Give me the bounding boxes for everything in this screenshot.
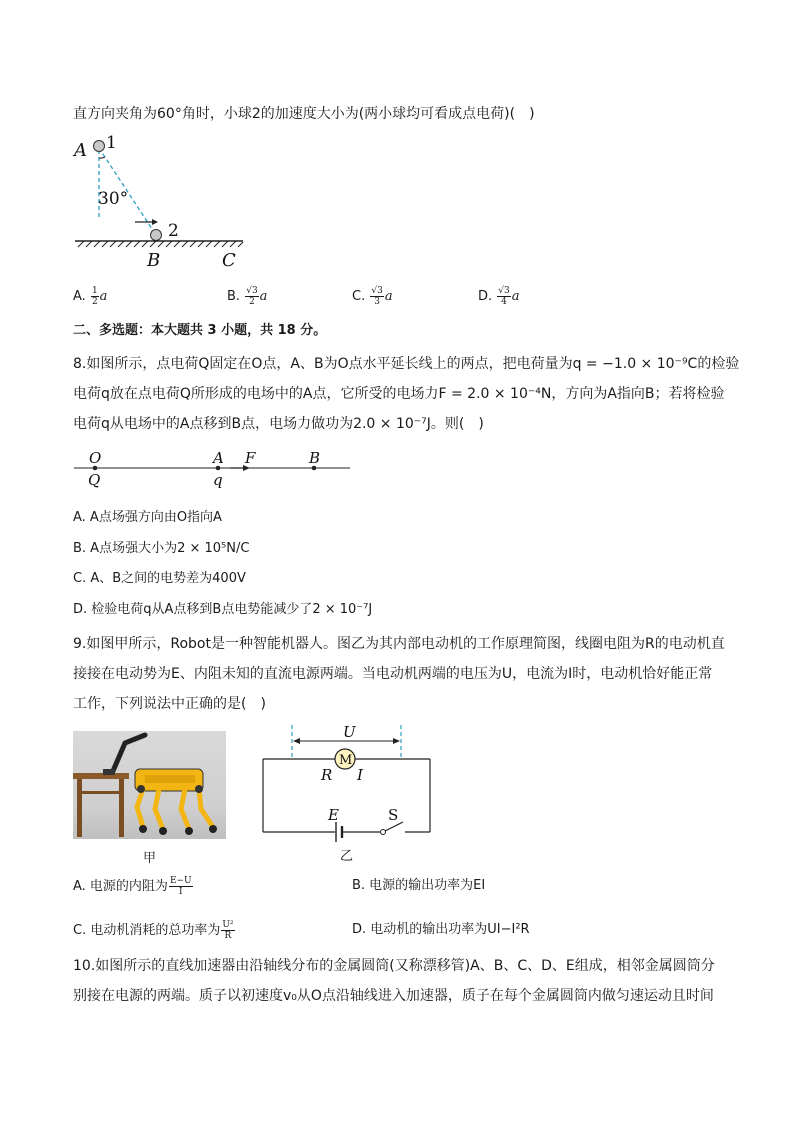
label-M: M bbox=[339, 753, 353, 768]
label-B: B bbox=[147, 250, 161, 271]
label-Q: Q bbox=[88, 471, 101, 489]
robot-photo bbox=[73, 731, 226, 839]
label-A-8: A bbox=[213, 449, 224, 467]
ball-2 bbox=[151, 230, 162, 241]
q7-option-b: B. $\frac{√3}{2}$ a bbox=[227, 286, 268, 307]
q8-figure bbox=[70, 445, 360, 490]
q8-line-3: 电荷q从电场中的A点移到B点，电场力做功为2.0 × 10⁻⁷J。则( ) bbox=[73, 416, 484, 432]
label-1: 1 bbox=[106, 133, 117, 153]
q7-figure bbox=[70, 132, 250, 272]
q8-option-c: C. A、B之间的电势差为400V bbox=[73, 571, 246, 586]
label-O: O bbox=[89, 449, 102, 467]
q10-line-1: 10.如图所示的直线加速器由沿轴线分布的金属圆筒(又称漂移管)A、B、C、D、E组成，相邻金属圆筒分 bbox=[73, 958, 715, 974]
q8-option-d: D. 检验电荷q从A点移到B点电势能减少了2 × 10⁻⁷J bbox=[73, 602, 373, 617]
caption-jia: 甲 bbox=[143, 851, 157, 866]
q9-option-c: C. 电动机消耗的总功率为 $\frac{\text{U²}}{R}$ bbox=[73, 920, 234, 941]
label-E: E bbox=[328, 806, 339, 824]
q7-option-c: C. $\frac{√3}{3}$ a bbox=[352, 286, 393, 307]
q7-option-d: D. $\frac{√3}{4}$ a bbox=[478, 286, 520, 307]
label-angle: 30° bbox=[98, 189, 129, 209]
q9-line-3: 工作，下列说法中正确的是( ) bbox=[73, 696, 266, 712]
q8-option-a: A. A点场强方向由O指向A bbox=[73, 510, 222, 525]
section-heading-multiple-choice: 二、多选题：本大题共 3 小题，共 18 分。 bbox=[73, 323, 327, 338]
label-I: I bbox=[357, 766, 363, 784]
q7-option-a: A. $\frac{1}{2}$ a bbox=[73, 286, 108, 307]
q8-line-2: 电荷q放在点电荷Q所形成的电场中的A点，它所受的电场力F = 2.0 × 10⁻⁴N，方向为A指向B；若将检验 bbox=[73, 386, 725, 402]
q9-option-b: B. 电源的输出功率为EI bbox=[352, 878, 486, 893]
label-A: A bbox=[74, 140, 87, 161]
label-U: U bbox=[343, 723, 356, 741]
q10-line-2: 别接在电源的两端。质子以初速度v₀从O点沿轴线进入加速器，质子在每个金属圆筒内做匀速运动且时间 bbox=[73, 988, 714, 1004]
label-2: 2 bbox=[168, 221, 179, 241]
q9-line-1: 9.如图甲所示，Robot是一种智能机器人。图乙为其内部电动机的工作原理简图，线圈电阻为R的电动机直 bbox=[73, 636, 725, 652]
label-S: S bbox=[388, 806, 399, 824]
caption-yi: 乙 bbox=[340, 849, 354, 864]
label-q: q bbox=[213, 471, 223, 489]
q8-option-b: B. A点场强大小为2 × 10⁵N/C bbox=[73, 541, 250, 556]
ball-1 bbox=[94, 141, 105, 152]
q9-option-d: D. 电动机的输出功率为UI−I²R bbox=[352, 922, 530, 937]
label-B-8: B bbox=[309, 449, 321, 467]
q8-line-1: 8.如图所示，点电荷Q固定在O点，A、B为O点水平延长线上的两点，把电荷量为q = −1.0 × 10⁻⁹C的检验 bbox=[73, 356, 740, 372]
q9-circuit bbox=[255, 720, 440, 865]
label-C: C bbox=[222, 250, 236, 271]
q7-stem-tail: 直方向夹角为60°角时，小球2的加速度大小为(两小球均可看成点电荷)( ) bbox=[73, 106, 535, 122]
label-R: R bbox=[321, 766, 333, 784]
q9-line-2: 接接在电动势为E、内阻未知的直流电源两端。当电动机两端的电压为U，电流为I时，电动机恰好能正常 bbox=[73, 666, 713, 682]
label-F: F bbox=[245, 449, 256, 467]
q9-option-a: A. 电源的内阻为 $\frac{E-U}{I}$ bbox=[73, 876, 192, 897]
